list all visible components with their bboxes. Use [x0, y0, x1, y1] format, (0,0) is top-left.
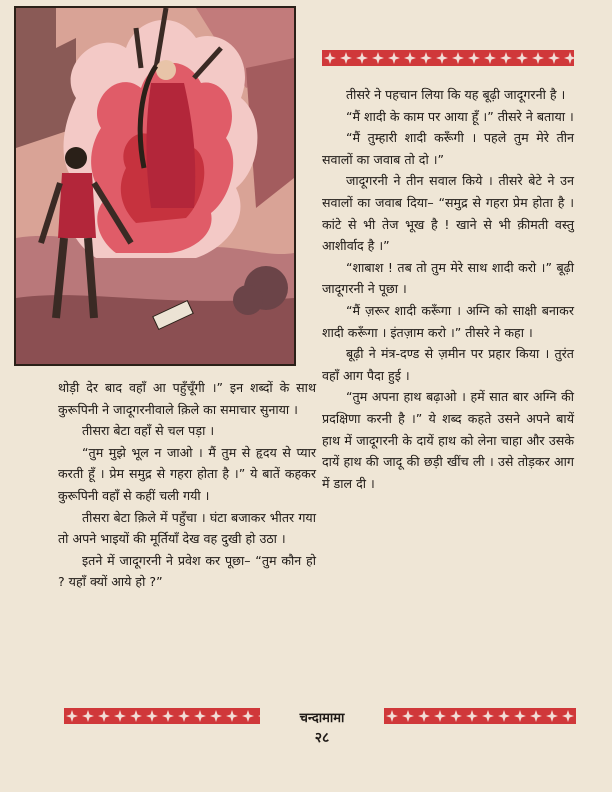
ornamental-border-bottom-right: [384, 708, 576, 724]
left-column-text: [58, 377, 316, 593]
fire-scene-image: [16, 8, 294, 364]
paragraph: “मैं तुम्हारी शादी करूँगी । पहले तुम मेरे तीन सवालों का जवाब तो दो ।”: [322, 130, 574, 167]
paragraph: तीसरा बेटा क़िले में पहुँचा । घंटा बजाकर भीतर गया तो अपने भाइयों की मूर्तियाँ देख वह दुखी हो उठा ।: [58, 509, 316, 547]
paragraph: बूढ़ी ने मंत्र-दण्ड से ज़मीन पर प्रहार किया । तुरंत वहाँ आग पैदा हुई ।: [322, 346, 574, 383]
paragraph: “मैं ज़रूर शादी करूँगा । अग्नि को साक्षी बनाकर शादी करूँगा । इंतज़ाम करो ।” तीसरे ने कहा ।: [322, 302, 574, 340]
right-column-text: [322, 84, 574, 494]
ornamental-border-icon: [64, 708, 260, 724]
ornamental-border-top: [322, 50, 574, 66]
ornamental-border-icon: [322, 50, 574, 66]
paragraph: इतने में जादूगरनी ने प्रवेश कर पूछा– “तुम कौन हो ? यहाँ क्यों आये हो ?”: [58, 552, 316, 590]
paragraph: तीसरा बेटा वहाँ से चल पड़ा ।: [82, 423, 215, 439]
paragraph: “तुम अपना हाथ बढ़ाओ । हमें सात बार अग्नि की प्रदक्षिणा करनी है ।” ये शब्द कहते उसने अपने बायें हाथ में जादूगरनी के दायें हाथ को लेना चाहा और उसके दायें हाथ की जादू की छड़ी खींच ली । उसे तोड़कर आग में डाल दी ।: [322, 389, 574, 491]
paragraph: थोड़ी देर बाद वहाँ आ पहुँचूँगी ।” इन शब्दों के साथ कुरूपिनी ने जादूगरनीवाले क़िले का समाचार सुनाया ।: [58, 380, 316, 417]
ornamental-border-bottom-left: [64, 708, 260, 724]
ornamental-border-icon: [384, 708, 576, 724]
story-illustration: [14, 6, 296, 366]
paragraph: जादूगरनी ने तीन सवाल किये । तीसरे बेटे ने उन सवालों का जवाब दिया– “समुद्र से गहरा प्रेम होता है । कांटे से भी तेज भूख है ! खाने से भी क़ीमती वस्तु आशीर्वाद है ।”: [322, 173, 574, 254]
page-number: २८: [314, 730, 330, 746]
paragraph: “शाबाश ! तब तो तुम मेरे साथ शादी करो ।” बूढ़ी जादूगरनी ने पूछा ।: [322, 259, 574, 297]
paragraph: “मैं शादी के काम पर आया हूँ ।” तीसरे ने बताया ।: [346, 108, 574, 124]
paragraph: “तुम मुझे भूल न जाओ । मैं तुम से हृदय से प्यार करती हूँ । प्रेम समुद्र से गहरा होता है ।” ये बातें कहकर कुरूपिनी वहाँ से कहीं चली गयी ।: [58, 444, 316, 503]
magazine-title: चन्दामामा: [299, 711, 345, 726]
paragraph: तीसरे ने पहचान लिया कि यह बूढ़ी जादूगरनी है ।: [346, 87, 566, 102]
